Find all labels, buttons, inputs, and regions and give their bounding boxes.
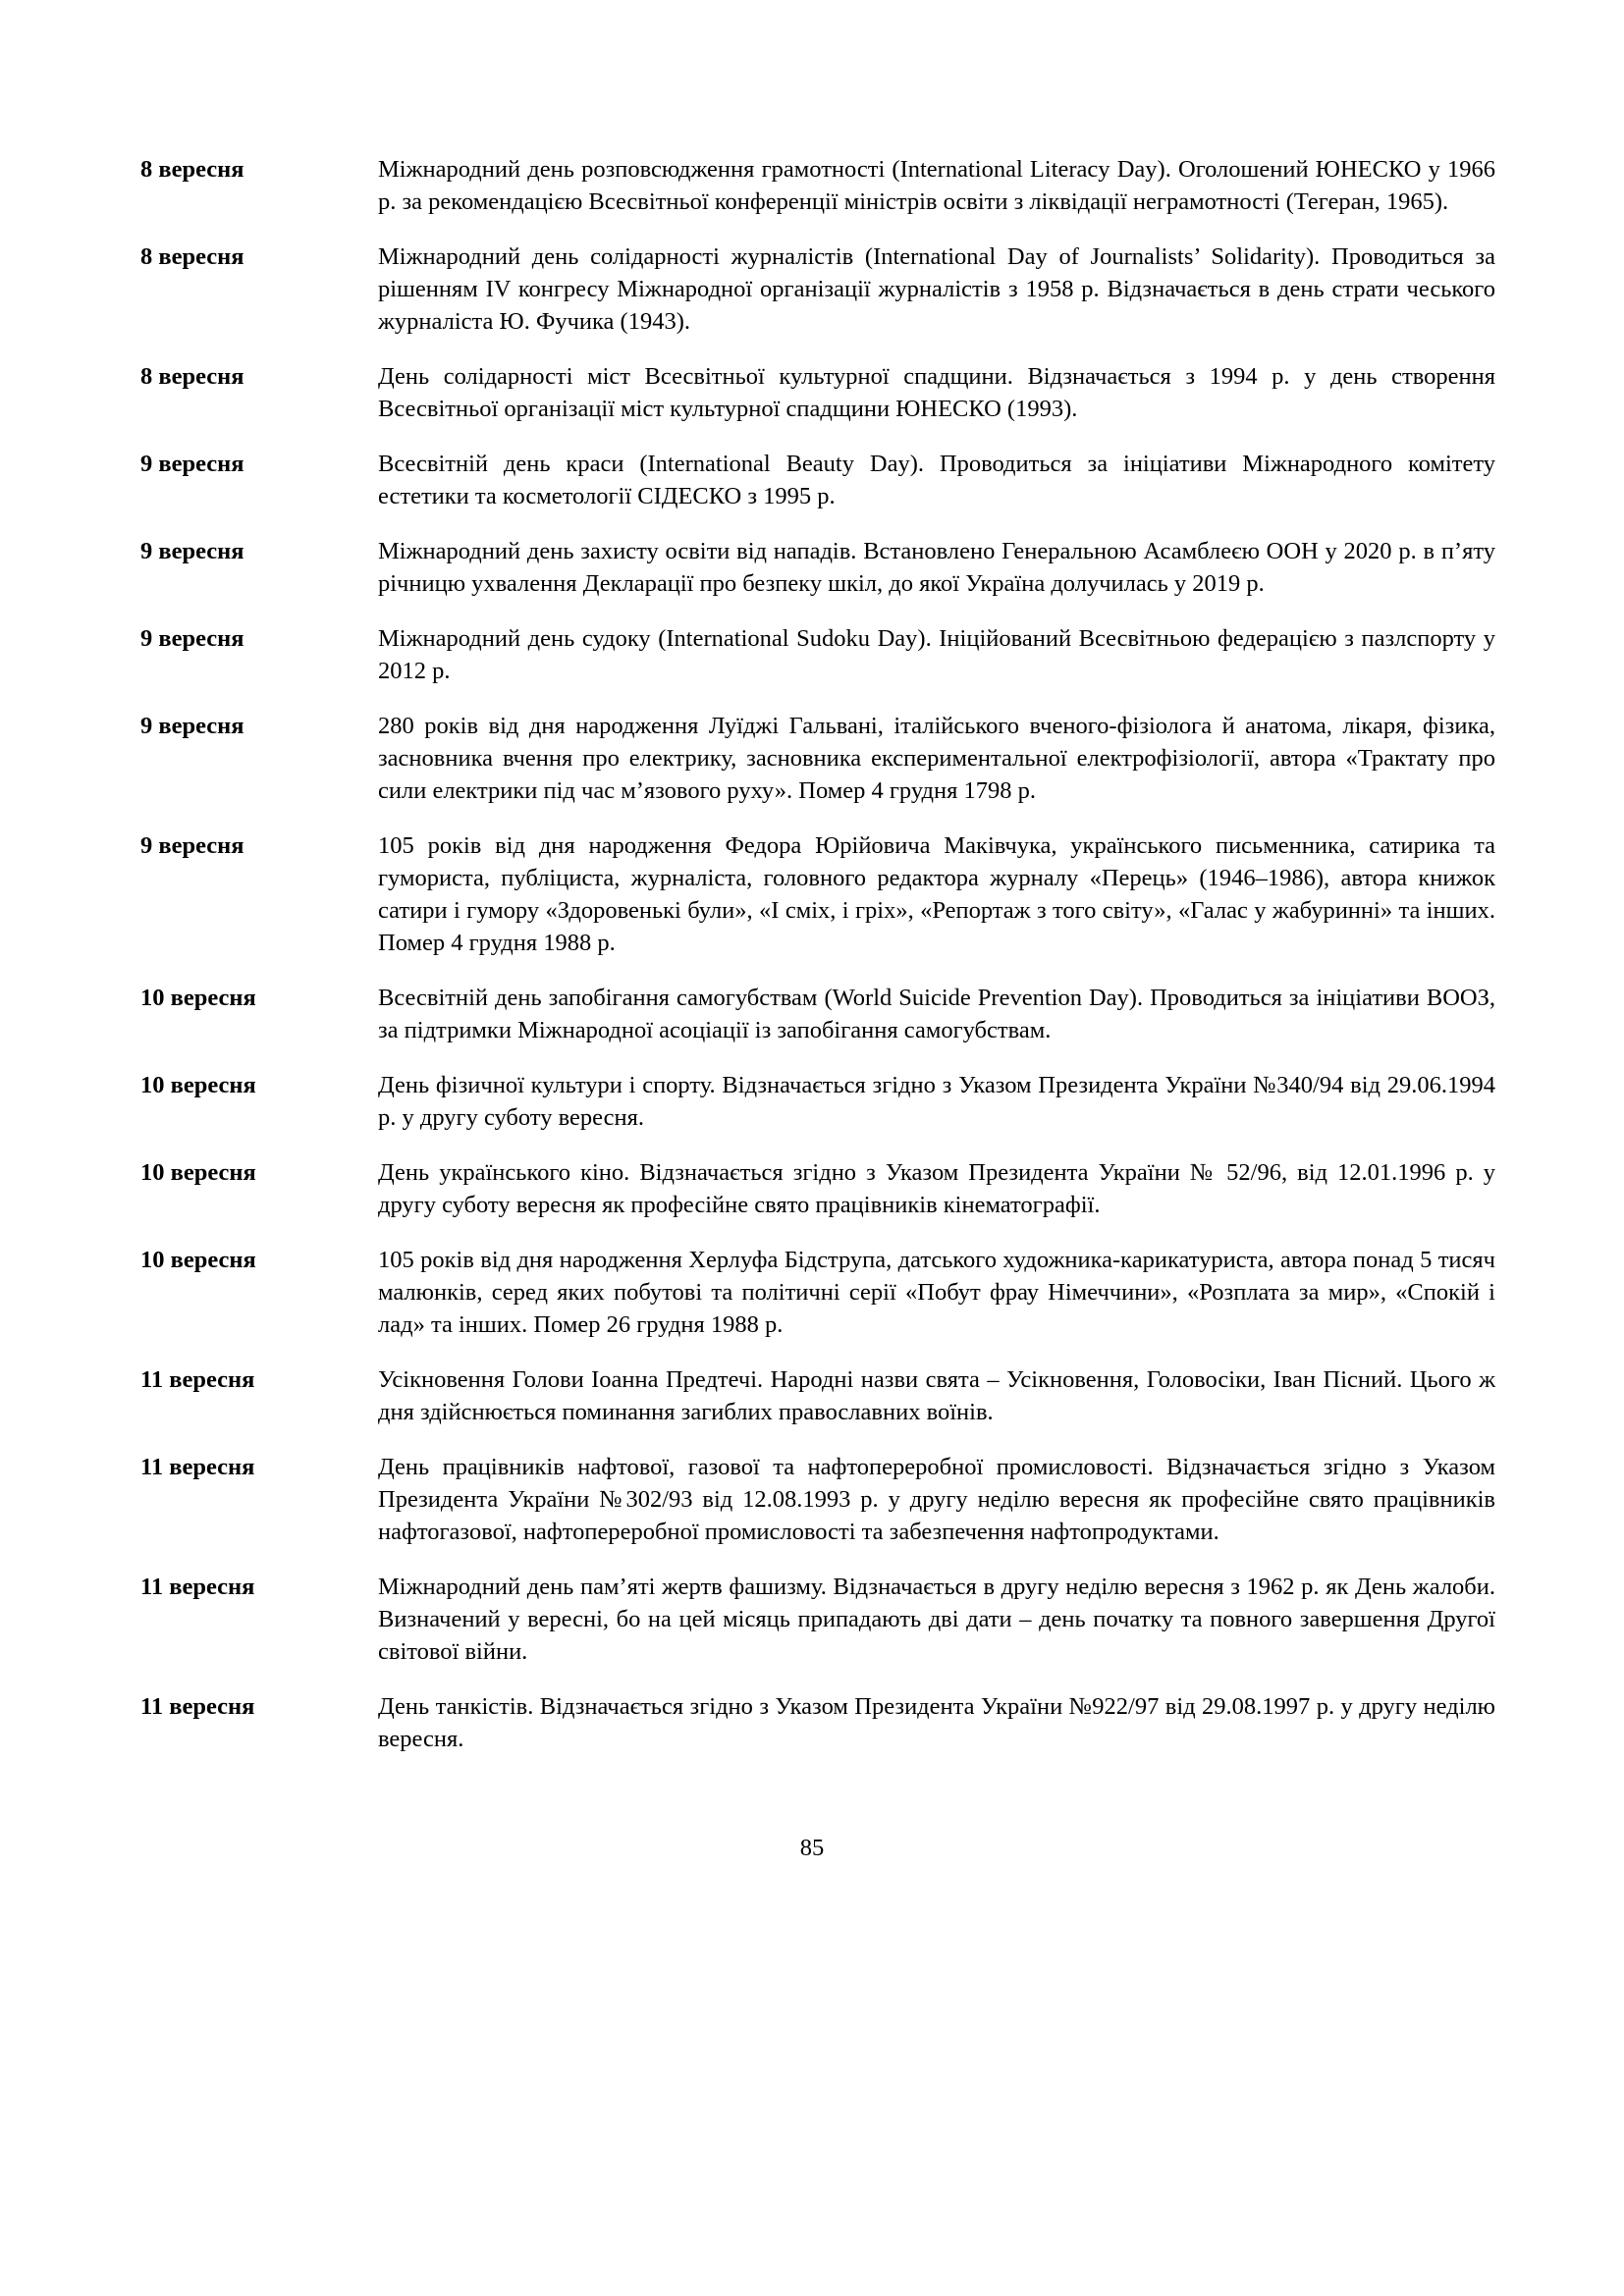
entry-text: Всесвітній день запобігання самогубствам (World Suicide Prevention Day). Проводиться за ініціативи ВООЗ, за підтримки Міжнародної асоціації із запобігання самогубствам.	[378, 985, 1495, 1043]
entry-text: 280 років від дня народження Луїджі Гальвані, італійського вченого-фізіолога й анатома, лікаря, фізика, засновника вчення про електрику, засновника експериментальної електрофізіології, автора «Трактату про сили електрики під час м’язового руху». Помер 4 грудня 1798 р.	[378, 713, 1495, 804]
entry-date: 10 вересня	[140, 1159, 256, 1186]
entry-date: 10 вересня	[140, 1072, 256, 1098]
calendar-entries	[140, 153, 1495, 1778]
entry-date: 11 вересня	[140, 1574, 255, 1600]
entry-date: 11 вересня	[140, 1454, 255, 1480]
calendar-entry	[140, 622, 1495, 687]
entry-date: 9 вересня	[140, 713, 244, 739]
entry-date: 11 вересня	[140, 1366, 255, 1393]
entry-date: 9 вересня	[140, 832, 244, 859]
entry-text: День солідарності міст Всесвітньої культурної спадщини. Відзначається з 1994 р. у день створення Всесвітньої організації міст культурної спадщини ЮНЕСКО (1993).	[378, 363, 1495, 422]
calendar-entry	[140, 710, 1495, 807]
calendar-entry	[140, 1451, 1495, 1548]
entry-text: День танкістів. Відзначається згідно з Указом Президента України №922/97 від 29.08.1997 р. у другу неділю вересня.	[378, 1693, 1495, 1752]
calendar-entry	[140, 982, 1495, 1046]
entry-text: 105 років від дня народження Федора Юрійовича Маківчука, українського письменника, сатирика та гумориста, публіциста, журналіста, головного редактора журналу «Перець» (1946–1986), автора книжок сатири і гумору «Здоровенькі були», «І сміх, і гріх», «Репортаж з того світу», «Галас у жабуринні» та інших. Помер 4 грудня 1988 р.	[378, 832, 1495, 956]
calendar-entry	[140, 535, 1495, 600]
calendar-entry	[140, 240, 1495, 338]
entry-date: 8 вересня	[140, 243, 244, 270]
entry-text: Міжнародний день розповсюдження грамотності (International Literacy Day). Оголошений ЮНЕСКО у 1966 р. за рекомендацією Всесвітньої конференції міністрів освіти з ліквідації неграмотності (Тегеран, 1965).	[378, 156, 1495, 215]
entry-text: Міжнародний день захисту освіти від нападів. Встановлено Генеральною Асамблеєю ООН у 2020 р. в п’яту річницю ухвалення Декларації про безпеку шкіл, до якої Україна долучилась у 2019 р.	[378, 538, 1495, 597]
entry-date: 9 вересня	[140, 538, 244, 564]
entry-text: День фізичної культури і спорту. Відзначається згідно з Указом Президента України №340/94 від 29.06.1994 р. у другу суботу вересня.	[378, 1072, 1495, 1131]
calendar-entry	[140, 360, 1495, 425]
entry-text: Міжнародний день судоку (International Sudoku Day). Ініційований Всесвітньою федерацією з пазлспорту у 2012 р.	[378, 625, 1495, 684]
entry-date: 9 вересня	[140, 451, 244, 477]
entry-text: Всесвітній день краси (International Beauty Day). Проводиться за ініціативи Міжнародного комітету естетики та косметології СІДЕСКО з 1995 р.	[378, 451, 1495, 509]
entry-text: 105 років від дня народження Херлуфа Бідструпа, датського художника-карикатуриста, автора понад 5 тисяч малюнків, серед яких побутові та політичні серії «Побут фрау Німеччини», «Розплата за мир», «Спокій і лад» та інших. Помер 26 грудня 1988 р.	[378, 1247, 1495, 1338]
calendar-entry	[140, 1069, 1495, 1134]
entry-date: 11 вересня	[140, 1693, 255, 1720]
entry-date: 8 вересня	[140, 363, 244, 390]
calendar-entry	[140, 1571, 1495, 1668]
entry-text: Міжнародний день солідарності журналістів (International Day of Journalists’ Solidarity). Проводиться за рішенням IV конгресу Міжнародної організації журналістів з 1958 р. Відзначається в день страти чеського журналіста Ю. Фучика (1943).	[378, 243, 1495, 335]
calendar-entry	[140, 1156, 1495, 1221]
entry-date: 10 вересня	[140, 985, 256, 1011]
entry-text: Міжнародний день пам’яті жертв фашизму. Відзначається в другу неділю вересня з 1962 р. як День жалоби. Визначений у вересні, бо на цей місяць припадають дві дати – день початку та повного завершення Другої світової війни.	[378, 1574, 1495, 1665]
calendar-entry	[140, 1244, 1495, 1341]
entry-text: День українського кіно. Відзначається згідно з Указом Президента України № 52/96, від 12.01.1996 р. у другу суботу вересня як професійне свято працівників кінематографії.	[378, 1159, 1495, 1218]
calendar-entry	[140, 448, 1495, 512]
calendar-entry	[140, 153, 1495, 218]
calendar-entry	[140, 1363, 1495, 1428]
entry-date: 10 вересня	[140, 1247, 256, 1273]
page-number: 85	[799, 1835, 825, 1861]
calendar-entry	[140, 829, 1495, 959]
entry-text: Усікновення Голови Іоанна Предтечі. Народні назви свята – Усікновення, Головосіки, Іван Пісний. Цього ж дня здійснюється поминання загиблих православних воїнів.	[378, 1366, 1495, 1425]
calendar-entry	[140, 1690, 1495, 1755]
entry-date: 9 вересня	[140, 625, 244, 652]
entry-text: День працівників нафтової, газової та нафтопереробної промисловості. Відзначається згідно з Указом Президента України №302/93 від 12.08.1993 р. у другу неділю вересня як професійне свято працівників нафтогазової, нафтопереробної промисловості та забезпечення нафтопродуктами.	[378, 1454, 1495, 1545]
entry-date: 8 вересня	[140, 156, 244, 183]
